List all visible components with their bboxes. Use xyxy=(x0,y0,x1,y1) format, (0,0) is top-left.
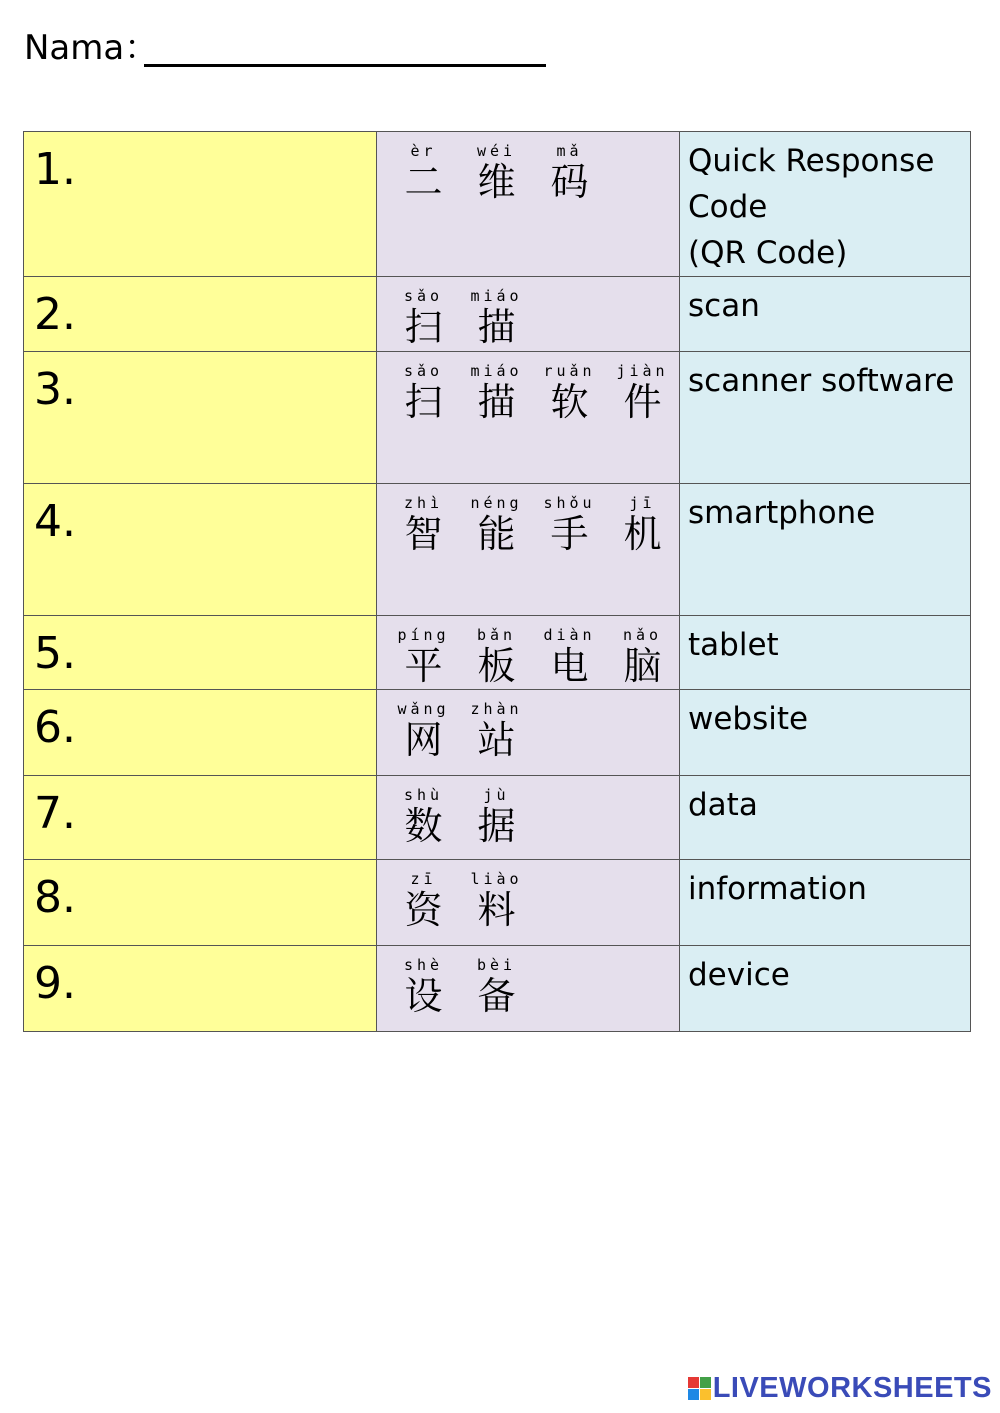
chinese-word-cell xyxy=(377,860,680,946)
english-meaning: device xyxy=(688,957,790,993)
english-meaning: data xyxy=(688,787,758,823)
name-input-line[interactable] xyxy=(144,64,546,67)
pinyin: píng xyxy=(397,626,450,644)
pinyin: miáo xyxy=(470,362,523,380)
pinyin: néng xyxy=(470,494,523,512)
logo-square-yellow xyxy=(700,1389,711,1400)
syllable xyxy=(533,494,606,556)
syllable xyxy=(460,494,533,556)
answer-cell[interactable] xyxy=(24,132,377,277)
syllable xyxy=(533,626,606,688)
hanzi: 扫 xyxy=(404,305,443,349)
chinese-word-cell xyxy=(377,132,680,277)
hanzi: 资 xyxy=(404,888,443,932)
hanzi: 平 xyxy=(404,644,443,688)
hanzi: 扫 xyxy=(404,380,443,424)
pinyin: diàn xyxy=(543,626,596,644)
pinyin: shù xyxy=(403,786,444,804)
syllable xyxy=(387,494,460,556)
pinyin: sǎo xyxy=(403,362,444,380)
hanzi: 手 xyxy=(550,512,589,556)
syllable xyxy=(460,786,533,848)
hanzi: 站 xyxy=(477,718,516,762)
syllable xyxy=(387,287,460,349)
hanzi: 料 xyxy=(477,888,516,932)
pinyin: wǎng xyxy=(397,700,450,718)
answer-cell[interactable] xyxy=(24,352,377,484)
pinyin: liào xyxy=(470,870,523,888)
pinyin: bǎn xyxy=(476,626,517,644)
chinese-word xyxy=(377,946,679,1018)
syllable xyxy=(606,362,679,424)
syllable xyxy=(460,142,533,204)
row-number: 5. xyxy=(34,628,76,679)
pinyin: ruǎn xyxy=(543,362,596,380)
chinese-word-cell xyxy=(377,690,680,776)
english-meaning: Quick Response Code (QR Code) xyxy=(688,143,935,271)
english-meaning-cell xyxy=(680,132,971,277)
syllable xyxy=(387,956,460,1018)
syllable xyxy=(387,700,460,762)
syllable xyxy=(387,362,460,424)
hanzi: 码 xyxy=(550,160,589,204)
english-meaning: tablet xyxy=(688,627,779,663)
syllable xyxy=(460,362,533,424)
english-meaning-cell xyxy=(680,352,971,484)
logo-square-red xyxy=(688,1377,699,1388)
english-meaning-cell xyxy=(680,484,971,616)
answer-cell[interactable] xyxy=(24,776,377,860)
syllable xyxy=(460,956,533,1018)
syllable xyxy=(460,700,533,762)
hanzi: 智 xyxy=(404,512,443,556)
table-row xyxy=(24,946,971,1032)
english-meaning-cell xyxy=(680,946,971,1032)
english-meaning: website xyxy=(688,701,809,737)
liveworksheets-logo-icon xyxy=(688,1377,711,1400)
pinyin: wéi xyxy=(476,142,517,160)
row-number: 9. xyxy=(34,958,76,1009)
pinyin: zhàn xyxy=(470,700,523,718)
hanzi: 件 xyxy=(623,380,662,424)
pinyin: èr xyxy=(410,142,437,160)
name-field-row xyxy=(24,28,544,72)
logo-square-blue xyxy=(688,1389,699,1400)
syllable xyxy=(533,362,606,424)
hanzi: 电 xyxy=(550,644,589,688)
pinyin: mǎ xyxy=(556,142,583,160)
chinese-word xyxy=(377,132,679,204)
chinese-word-cell xyxy=(377,352,680,484)
row-number: 2. xyxy=(34,289,76,340)
pinyin: bèi xyxy=(476,956,517,974)
hanzi: 据 xyxy=(477,804,516,848)
hanzi: 备 xyxy=(477,974,516,1018)
hanzi: 板 xyxy=(477,644,516,688)
chinese-word xyxy=(377,352,679,424)
syllable xyxy=(387,142,460,204)
syllable xyxy=(387,870,460,932)
english-meaning-cell xyxy=(680,616,971,690)
pinyin: zhì xyxy=(403,494,444,512)
chinese-word-cell xyxy=(377,277,680,352)
pinyin: miáo xyxy=(470,287,523,305)
answer-cell[interactable] xyxy=(24,946,377,1032)
syllable xyxy=(460,870,533,932)
chinese-word xyxy=(377,860,679,932)
answer-cell[interactable] xyxy=(24,277,377,352)
pinyin: nǎo xyxy=(622,626,663,644)
hanzi: 网 xyxy=(404,718,443,762)
syllable xyxy=(460,626,533,688)
table-row xyxy=(24,352,971,484)
logo-text: LIVEWORKSHEETS xyxy=(712,1372,992,1404)
answer-cell[interactable] xyxy=(24,484,377,616)
table-row xyxy=(24,690,971,776)
hanzi: 能 xyxy=(477,512,516,556)
syllable xyxy=(606,494,679,556)
table-row xyxy=(24,860,971,946)
table-row xyxy=(24,132,971,277)
pinyin: jù xyxy=(483,786,510,804)
hanzi: 脑 xyxy=(623,644,662,688)
table-row xyxy=(24,616,971,690)
syllable xyxy=(460,287,533,349)
syllable xyxy=(387,626,460,688)
english-meaning-cell xyxy=(680,690,971,776)
pinyin: sǎo xyxy=(403,287,444,305)
logo-square-green xyxy=(700,1377,711,1388)
english-meaning: smartphone xyxy=(688,495,876,531)
syllable xyxy=(606,626,679,688)
table-row xyxy=(24,484,971,616)
chinese-word xyxy=(377,616,679,688)
english-meaning: scan xyxy=(688,288,760,324)
row-number: 1. xyxy=(34,144,76,195)
english-meaning: information xyxy=(688,871,867,907)
chinese-word xyxy=(377,484,679,556)
answer-cell[interactable] xyxy=(24,690,377,776)
english-meaning: scanner software xyxy=(688,363,955,399)
hanzi: 数 xyxy=(404,804,443,848)
pinyin: shǒu xyxy=(543,494,596,512)
hanzi: 软 xyxy=(550,380,589,424)
pinyin: zī xyxy=(410,870,437,888)
hanzi: 描 xyxy=(477,380,516,424)
pinyin: jiàn xyxy=(616,362,669,380)
liveworksheets-logo xyxy=(688,1372,992,1405)
table-row xyxy=(24,277,971,352)
chinese-word-cell xyxy=(377,776,680,860)
name-label: Nama： xyxy=(24,28,159,68)
chinese-word xyxy=(377,776,679,848)
syllable xyxy=(533,142,606,204)
row-number: 6. xyxy=(34,702,76,753)
answer-cell[interactable] xyxy=(24,616,377,690)
row-number: 3. xyxy=(34,364,76,415)
chinese-word-cell xyxy=(377,484,680,616)
hanzi: 描 xyxy=(477,305,516,349)
hanzi: 维 xyxy=(477,160,516,204)
pinyin: jī xyxy=(629,494,656,512)
chinese-word-cell xyxy=(377,616,680,690)
chinese-word xyxy=(377,690,679,762)
english-meaning-cell xyxy=(680,277,971,352)
english-meaning-cell xyxy=(680,776,971,860)
row-number: 4. xyxy=(34,496,76,547)
hanzi: 设 xyxy=(404,974,443,1018)
answer-cell[interactable] xyxy=(24,860,377,946)
syllable xyxy=(387,786,460,848)
chinese-word xyxy=(377,277,679,349)
row-number: 8. xyxy=(34,872,76,923)
table-row xyxy=(24,776,971,860)
vocabulary-table xyxy=(23,131,971,1032)
hanzi: 二 xyxy=(404,160,443,204)
chinese-word-cell xyxy=(377,946,680,1032)
english-meaning-cell xyxy=(680,860,971,946)
row-number: 7. xyxy=(34,788,76,839)
pinyin: shè xyxy=(403,956,444,974)
hanzi: 机 xyxy=(623,512,662,556)
